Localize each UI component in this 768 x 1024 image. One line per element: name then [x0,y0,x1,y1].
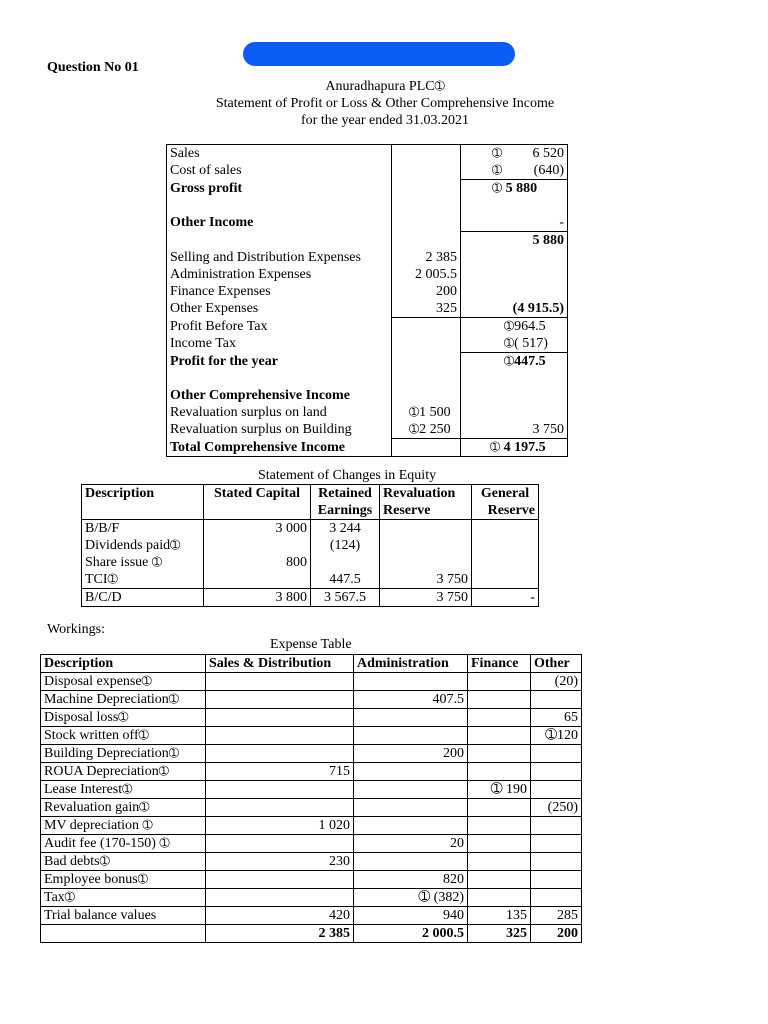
expense-header: Sales & Distribution [206,655,354,673]
expense-cell [354,673,468,691]
expense-cell [354,853,468,871]
expense-cell [468,889,531,907]
expense-cell [354,763,468,781]
expense-cell [468,745,531,763]
mark-icon: ➀ [434,79,445,93]
expense-cell [468,799,531,817]
pl-label: Cost of sales [167,162,392,180]
expense-description: Employee bonus➀ [41,871,206,889]
expense-cell [206,673,354,691]
expense-cell [468,727,531,745]
expense-description: Lease Interest➀ [41,781,206,799]
expense-row [41,727,582,745]
expense-cell: 820 [354,871,468,889]
mark-icon: ➀ [137,872,148,886]
statement-period: for the year ended 31.03.2021 [301,113,469,128]
expense-cell [531,817,582,835]
mark-icon: ➀ [492,146,503,160]
mark-icon: ➀ [107,572,118,586]
expense-row [41,799,582,817]
mark-icon: ➀ [170,538,181,552]
pl-subtotal: 5 880 [461,232,568,250]
expense-description: Revaluation gain➀ [41,799,206,817]
pl-value: - [559,215,564,230]
soce-header: Retained [311,485,380,503]
redaction-mark [243,42,515,66]
mark-icon: ➀ [168,692,179,706]
expense-cell [468,691,531,709]
mark-icon: ➀ [139,800,150,814]
expense-cell: 230 [206,853,354,871]
expense-cell [531,763,582,781]
expense-cell: ➀ (382) [354,889,468,907]
expense-cell [206,727,354,745]
expense-cell [206,835,354,853]
expense-cell: 65 [531,709,582,727]
soce-header: Description [85,486,155,501]
soce-row: Dividends paid➀ (124) [82,537,539,554]
expense-table-title: Expense Table [270,637,352,652]
expense-description: Bad debts➀ [41,853,206,871]
expense-cell: ➀ 190 [468,781,531,799]
mark-icon: ➀ [142,818,153,832]
mark-icon: ➀ [504,319,515,333]
expense-row [41,889,582,907]
expense-row [41,781,582,799]
expense-cell: 200 [354,745,468,763]
expense-header: Description [41,655,206,673]
pl-value: ➀ 6 520 [492,146,564,161]
pl-expense: 2 385 [392,249,461,266]
mark-icon: ➀ [151,555,162,569]
expense-header: Finance [468,655,531,673]
expense-cell: 420 [206,907,354,925]
pl-label: Total Comprehensive Income [167,439,392,457]
expense-description: Disposal expense➀ [41,673,206,691]
soce-title: Statement of Changes in Equity [258,468,437,483]
statement-title: Statement of Profit or Loss & Other Comprehensive Income [215,96,555,111]
expense-cell [531,835,582,853]
pl-expense: 2 005.5 [392,266,461,283]
pl-value: ➀ 4 197.5 [461,439,568,457]
expense-cell [206,871,354,889]
expense-cell: 940 [354,907,468,925]
mark-icon: ➀ [504,354,515,368]
mark-icon: ➀ [138,728,149,742]
expense-cell [468,817,531,835]
expense-cell: 715 [206,763,354,781]
expense-description: Tax➀ [41,889,206,907]
mark-icon: ➀ [64,890,75,904]
expense-cell [531,745,582,763]
expense-row [41,763,582,781]
soce-header: Earnings [311,502,380,520]
mark-icon: ➀ [141,674,152,688]
expense-row [41,745,582,763]
pl-label: Revaluation surplus on land [167,404,392,421]
expense-cell [468,853,531,871]
mark-icon: ➀ [122,782,133,796]
expense-cell: 135 [468,907,531,925]
expense-cell [206,781,354,799]
expense-cell: 20 [354,835,468,853]
pl-label: Selling and Distribution Expenses [167,249,392,266]
expense-cell [354,709,468,727]
expense-cell [206,691,354,709]
expense-cell [206,889,354,907]
expense-header: Other [531,655,582,673]
expense-row [41,871,582,889]
expense-cell [468,835,531,853]
company-name: Anuradhapura PLC [325,79,435,94]
expense-table [40,654,582,943]
expense-cell [468,871,531,889]
expense-description: MV depreciation ➀ [41,817,206,835]
expense-cell [206,709,354,727]
pl-label: Sales [167,145,392,163]
expense-cell [206,745,354,763]
expense-header: Administration [354,655,468,673]
mark-icon: ➀ [409,405,420,419]
mark-icon: ➀ [490,440,501,454]
expense-totals-row: 2 385 2 000.5 325 200 [41,925,582,943]
expense-row [41,691,582,709]
pl-label: Revaluation surplus on Building [167,421,392,439]
expense-row [41,709,582,727]
pl-total-expenses: (4 915.5) [512,301,564,316]
expense-cell: (250) [531,799,582,817]
expense-cell [354,781,468,799]
pl-value: ➀ (640) [492,163,564,178]
soce-row: B/B/F 3 000 3 244 [82,520,539,538]
pl-label: Gross profit [167,180,392,198]
expense-cell: 1 020 [206,817,354,835]
expense-cell: 407.5 [354,691,468,709]
pl-label: Administration Expenses [167,266,392,283]
pl-oci-value: ➀2 250 [392,421,461,439]
expense-row [41,835,582,853]
expense-row [41,907,582,925]
mark-icon: ➀ [409,422,420,436]
soce-row: B/C/D 3 800 3 567.5 3 750 - [82,589,539,607]
company-name-line [190,78,580,95]
expense-row [41,673,582,691]
expense-cell [531,691,582,709]
pl-label: Profit Before Tax [167,318,392,336]
soce-header: Revaluation [380,485,472,503]
expense-row [41,817,582,835]
mark-icon: ➀ [492,181,503,195]
expense-cell [531,871,582,889]
expense-cell: ➀120 [531,727,582,745]
profit-loss-table [166,144,568,457]
mark-icon: ➀ [504,336,515,350]
expense-cell [206,799,354,817]
pl-label: Other Expenses [167,300,392,318]
mark-icon: ➀ [168,746,179,760]
pl-expense: 325 [392,300,461,318]
expense-cell [531,781,582,799]
expense-cell [354,817,468,835]
expense-cell [468,709,531,727]
expense-cell [531,889,582,907]
pl-value: ➀964.5 [461,318,568,336]
soce-table [81,484,539,607]
expense-description: Building Depreciation➀ [41,745,206,763]
expense-cell [468,673,531,691]
expense-description: Audit fee (170-150) ➀ [41,835,206,853]
pl-value: ➀ 5 880 [461,180,568,198]
pl-oci-total: 3 750 [532,422,564,437]
pl-label: Other Income [167,214,392,232]
expense-description: ROUA Depreciation➀ [41,763,206,781]
soce-header: Stated Capital [204,485,311,503]
soce-row: Share issue ➀ 800 [82,554,539,571]
mark-icon: ➀ [158,764,169,778]
pl-label: Other Comprehensive Income [167,387,392,404]
pl-oci-value: ➀1 500 [392,404,461,421]
pl-expense: 200 [392,283,461,300]
expense-description: Disposal loss➀ [41,709,206,727]
workings-label: Workings: [47,622,105,637]
expense-cell [468,763,531,781]
soce-header: Reserve [472,502,539,520]
mark-icon: ➀ [492,163,503,177]
expense-description: Trial balance values [41,907,206,925]
expense-cell [354,799,468,817]
mark-icon: ➀ [159,836,170,850]
question-number: Question No 01 [47,60,139,75]
expense-row [41,853,582,871]
expense-cell [354,727,468,745]
pl-value: ➀( 517) [504,336,548,351]
expense-description: Stock written off➀ [41,727,206,745]
expense-cell: (20) [531,673,582,691]
pl-label: Income Tax [167,335,392,353]
soce-row: TCI➀ 447.5 3 750 [82,571,539,589]
mark-icon: ➀ [99,854,110,868]
soce-header: General [472,485,539,503]
mark-icon: ➀ [118,710,129,724]
expense-description: Machine Depreciation➀ [41,691,206,709]
expense-cell [531,853,582,871]
expense-cell: 285 [531,907,582,925]
pl-label: Profit for the year [167,353,392,371]
pl-value: ➀447.5 [461,353,568,371]
pl-label: Finance Expenses [167,283,392,300]
soce-header: Reserve [380,502,472,520]
